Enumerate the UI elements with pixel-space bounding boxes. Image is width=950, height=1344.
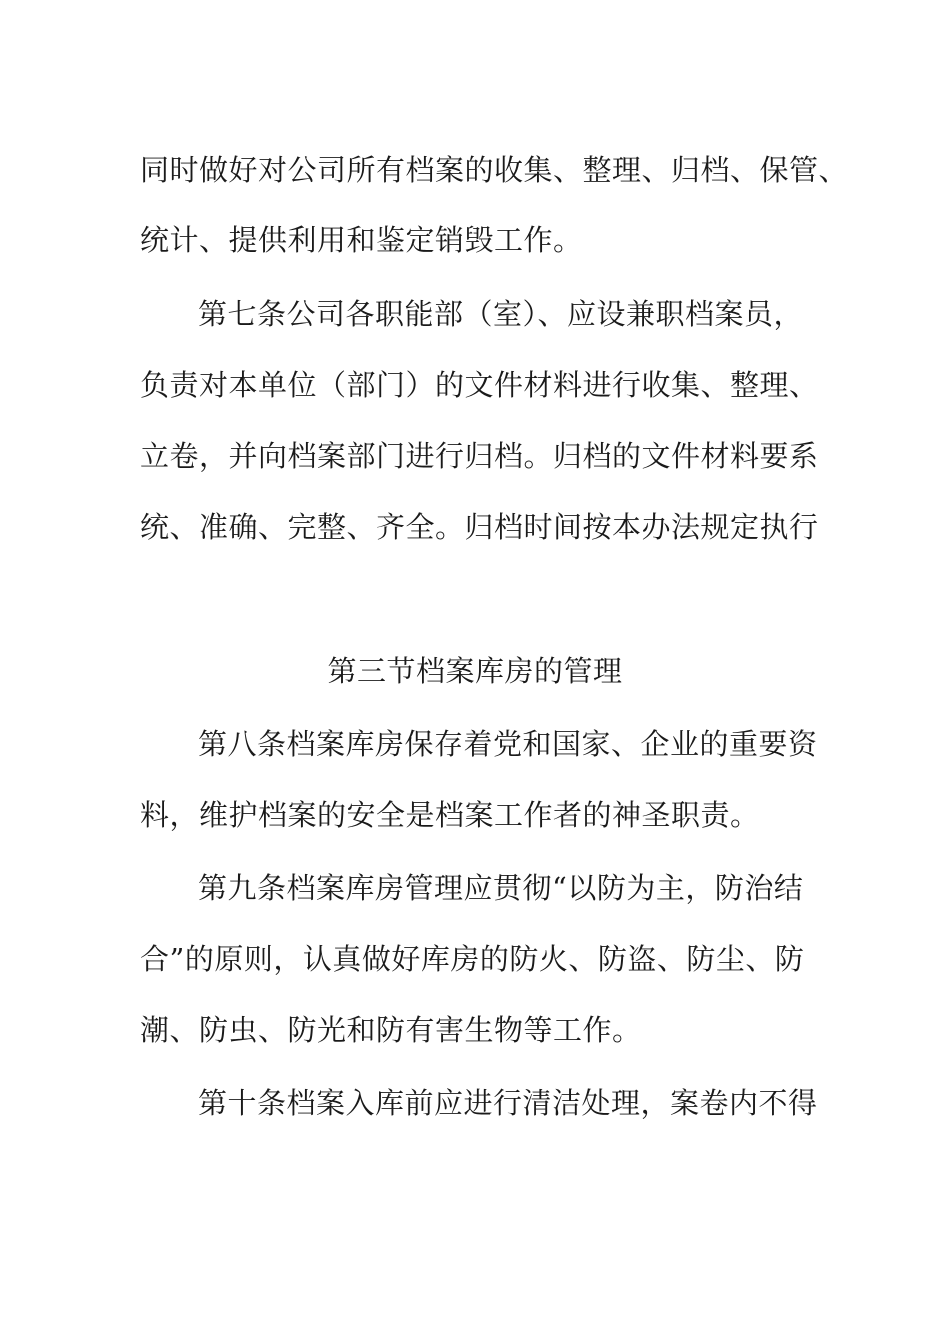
- article-7-line-1: 第七条公司各职能部（室）、应设兼职档案员，: [198, 297, 804, 331]
- article-8-line-1: 第八条档案库房保存着党和国家、企业的重要资: [198, 727, 818, 761]
- article-8-line-2: 料，维护档案的安全是档案工作者的神圣职责。: [140, 798, 760, 832]
- article-10-line-1: 第十条档案入库前应进行清洁处理，案卷内不得: [198, 1086, 818, 1120]
- section-heading: 第三节档案库房的管理: [327, 654, 623, 688]
- paragraph-6-line-2: 统计、提供利用和鉴定销毁工作。: [140, 223, 583, 257]
- article-9-line-1: 第九条档案库房管理应贯彻“以防为主，防治结: [198, 871, 804, 905]
- article-9-line-3: 潮、防虫、防光和防有害生物等工作。: [140, 1013, 642, 1047]
- article-9-line-2: 合”的原则，认真做好库房的防火、防盗、防尘、防: [140, 942, 805, 976]
- article-7-line-4: 统、准确、完整、齐全。归档时间按本办法规定执行: [140, 510, 819, 544]
- paragraph-6-line-1: 同时做好对公司所有档案的收集、整理、归档、保管、: [140, 153, 849, 187]
- article-7-line-3: 立卷，并向档案部门进行归档。归档的文件材料要系: [140, 439, 819, 473]
- article-7-line-2: 负责对本单位（部门）的文件材料进行收集、整理、: [140, 368, 819, 402]
